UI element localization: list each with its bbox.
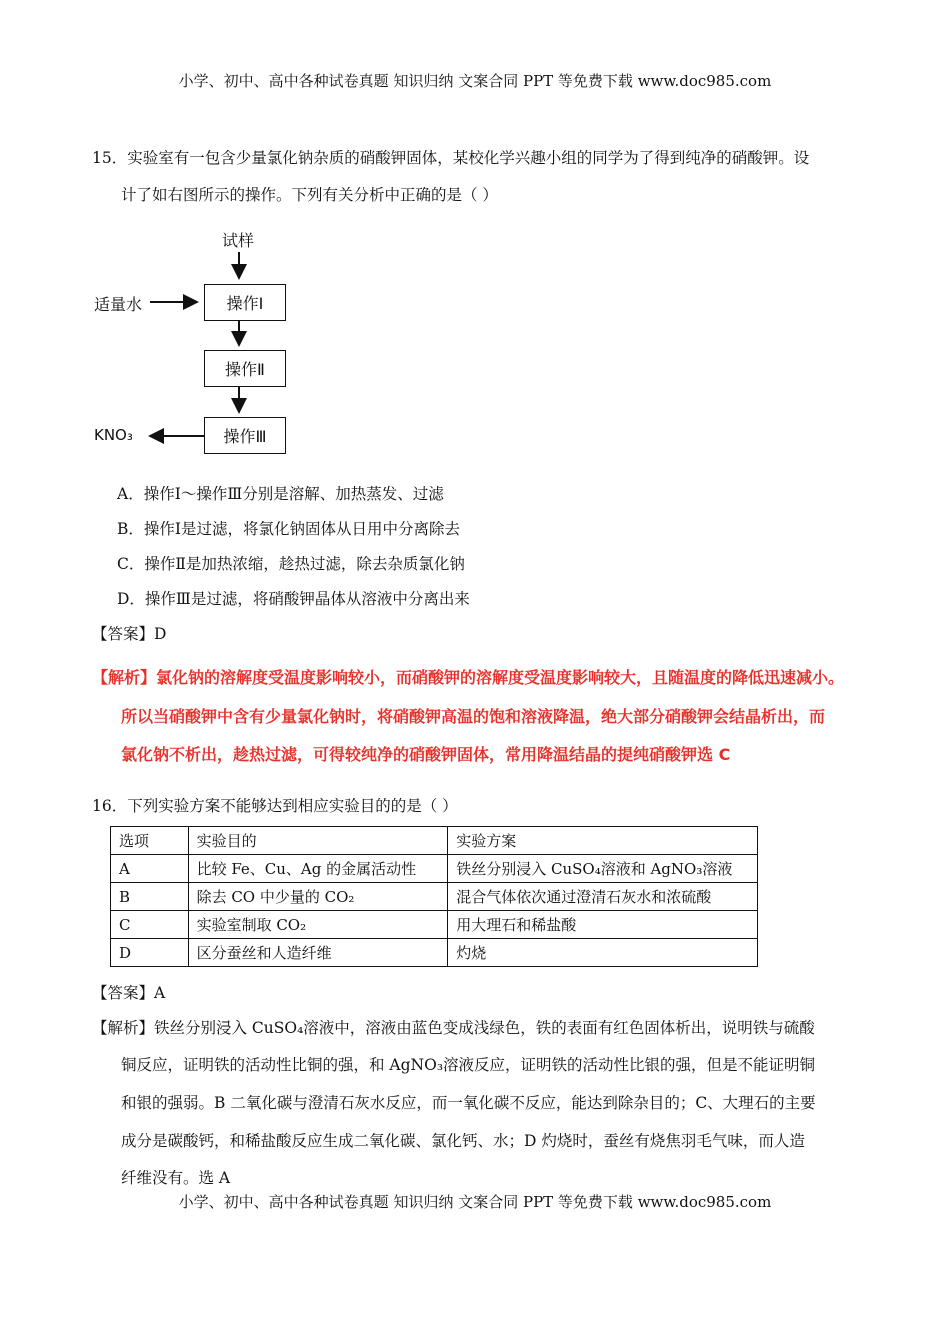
- q15-analysis-line2: 所以当硝酸钾中含有少量氯化钠时，将硝酸钾高温的饱和溶液降温，绝大部分硝酸钾会结晶析出，而: [121, 707, 826, 726]
- table-cell: 灼烧: [448, 939, 758, 967]
- table-cell: 用大理石和稀盐酸: [448, 911, 758, 939]
- table-header-cell: 实验目的: [188, 827, 448, 855]
- table-row: [111, 939, 758, 967]
- table-cell: 实验室制取 CO₂: [188, 911, 448, 939]
- page-header: 小学、初中、高中各种试卷真题 知识归纳 文案合同 PPT 等免费下载 www.doc985.com: [178, 72, 772, 90]
- table-row: [111, 883, 758, 911]
- table-row: [111, 855, 758, 883]
- q15-analysis-line3: 氯化钠不析出，趁热过滤，可得较纯净的硝酸钾固体，常用降温结晶的提纯硝酸钾选 C: [121, 745, 731, 764]
- q15-option-b: B．操作Ⅰ是过滤，将氯化钠固体从日用中分离除去: [117, 520, 461, 538]
- diagram-op3-box: 操作Ⅲ: [204, 417, 286, 454]
- q15-option-c: C．操作Ⅱ是加热浓缩，趁热过滤，除去杂质氯化钠: [117, 555, 465, 573]
- q15-option-a: A．操作Ⅰ～操作Ⅲ分别是溶解、加热蒸发、过滤: [117, 485, 444, 503]
- table-cell: C: [111, 911, 189, 939]
- q16-answer: 【答案】A: [92, 984, 166, 1002]
- page-footer: 小学、初中、高中各种试卷真题 知识归纳 文案合同 PPT 等免费下载 www.doc985.com: [178, 1193, 772, 1211]
- table-header-row: [111, 827, 758, 855]
- table-cell: 混合气体依次通过澄清石灰水和浓硫酸: [448, 883, 758, 911]
- q16-analysis-line4: 成分是碳酸钙，和稀盐酸反应生成二氧化碳、氯化钙、水；D 灼烧时，蚕丝有烧焦羽毛气味，而人造: [121, 1132, 805, 1150]
- table-cell: 区分蚕丝和人造纤维: [188, 939, 448, 967]
- q15-stem-line1: 15．实验室有一包含少量氯化钠杂质的硝酸钾固体，某校化学兴趣小组的同学为了得到纯净的硝酸钾。设: [92, 149, 810, 167]
- diagram-sample-label: 试样: [222, 231, 255, 250]
- table-row: [111, 911, 758, 939]
- q16-analysis-line5: 纤维没有。选 A: [121, 1169, 231, 1187]
- q15-stem-line2: 计了如右图所示的操作。下列有关分析中正确的是（ ）: [121, 186, 498, 204]
- diagram-op1-box: 操作Ⅰ: [204, 284, 286, 321]
- q16-analysis-line1: 【解析】铁丝分别浸入 CuSO₄溶液中，溶液由蓝色变成浅绿色，铁的表面有红色固体析出，说明铁与硫酸: [92, 1019, 815, 1037]
- q15-analysis-line1: 【解析】氯化钠的溶解度受温度影响较小，而硝酸钾的溶解度受温度影响较大，且随温度的降低迅速减小。: [92, 668, 845, 687]
- diagram-water-label: 适量水: [94, 295, 143, 314]
- table-cell: D: [111, 939, 189, 967]
- q16-analysis-line2: 铜反应，证明铁的活动性比铜的强，和 AgNO₃溶液反应，证明铁的活动性比银的强，但是不能证明铜: [121, 1056, 816, 1074]
- table-cell: 比较 Fe、Cu、Ag 的金属活动性: [188, 855, 448, 883]
- table-cell: B: [111, 883, 189, 911]
- q15-answer: 【答案】D: [92, 625, 167, 643]
- q16-stem: 16．下列实验方案不能够达到相应实验目的的是（ ）: [92, 797, 458, 815]
- diagram-product-label: KNO₃: [94, 426, 133, 444]
- table-cell: A: [111, 855, 189, 883]
- table-header-cell: 实验方案: [448, 827, 758, 855]
- table-cell: 除去 CO 中少量的 CO₂: [188, 883, 448, 911]
- diagram-op2-box: 操作Ⅱ: [204, 350, 286, 387]
- table-header-cell: 选项: [111, 827, 189, 855]
- table-cell: 铁丝分别浸入 CuSO₄溶液和 AgNO₃溶液: [448, 855, 758, 883]
- q15-option-d: D．操作Ⅲ是过滤，将硝酸钾晶体从溶液中分离出来: [117, 590, 470, 608]
- q16-analysis-line3: 和银的强弱。B 二氧化碳与澄清石灰水反应，而一氧化碳不反应，能达到除杂目的；C、大理石的主要: [121, 1094, 816, 1112]
- q16-table: [110, 826, 758, 967]
